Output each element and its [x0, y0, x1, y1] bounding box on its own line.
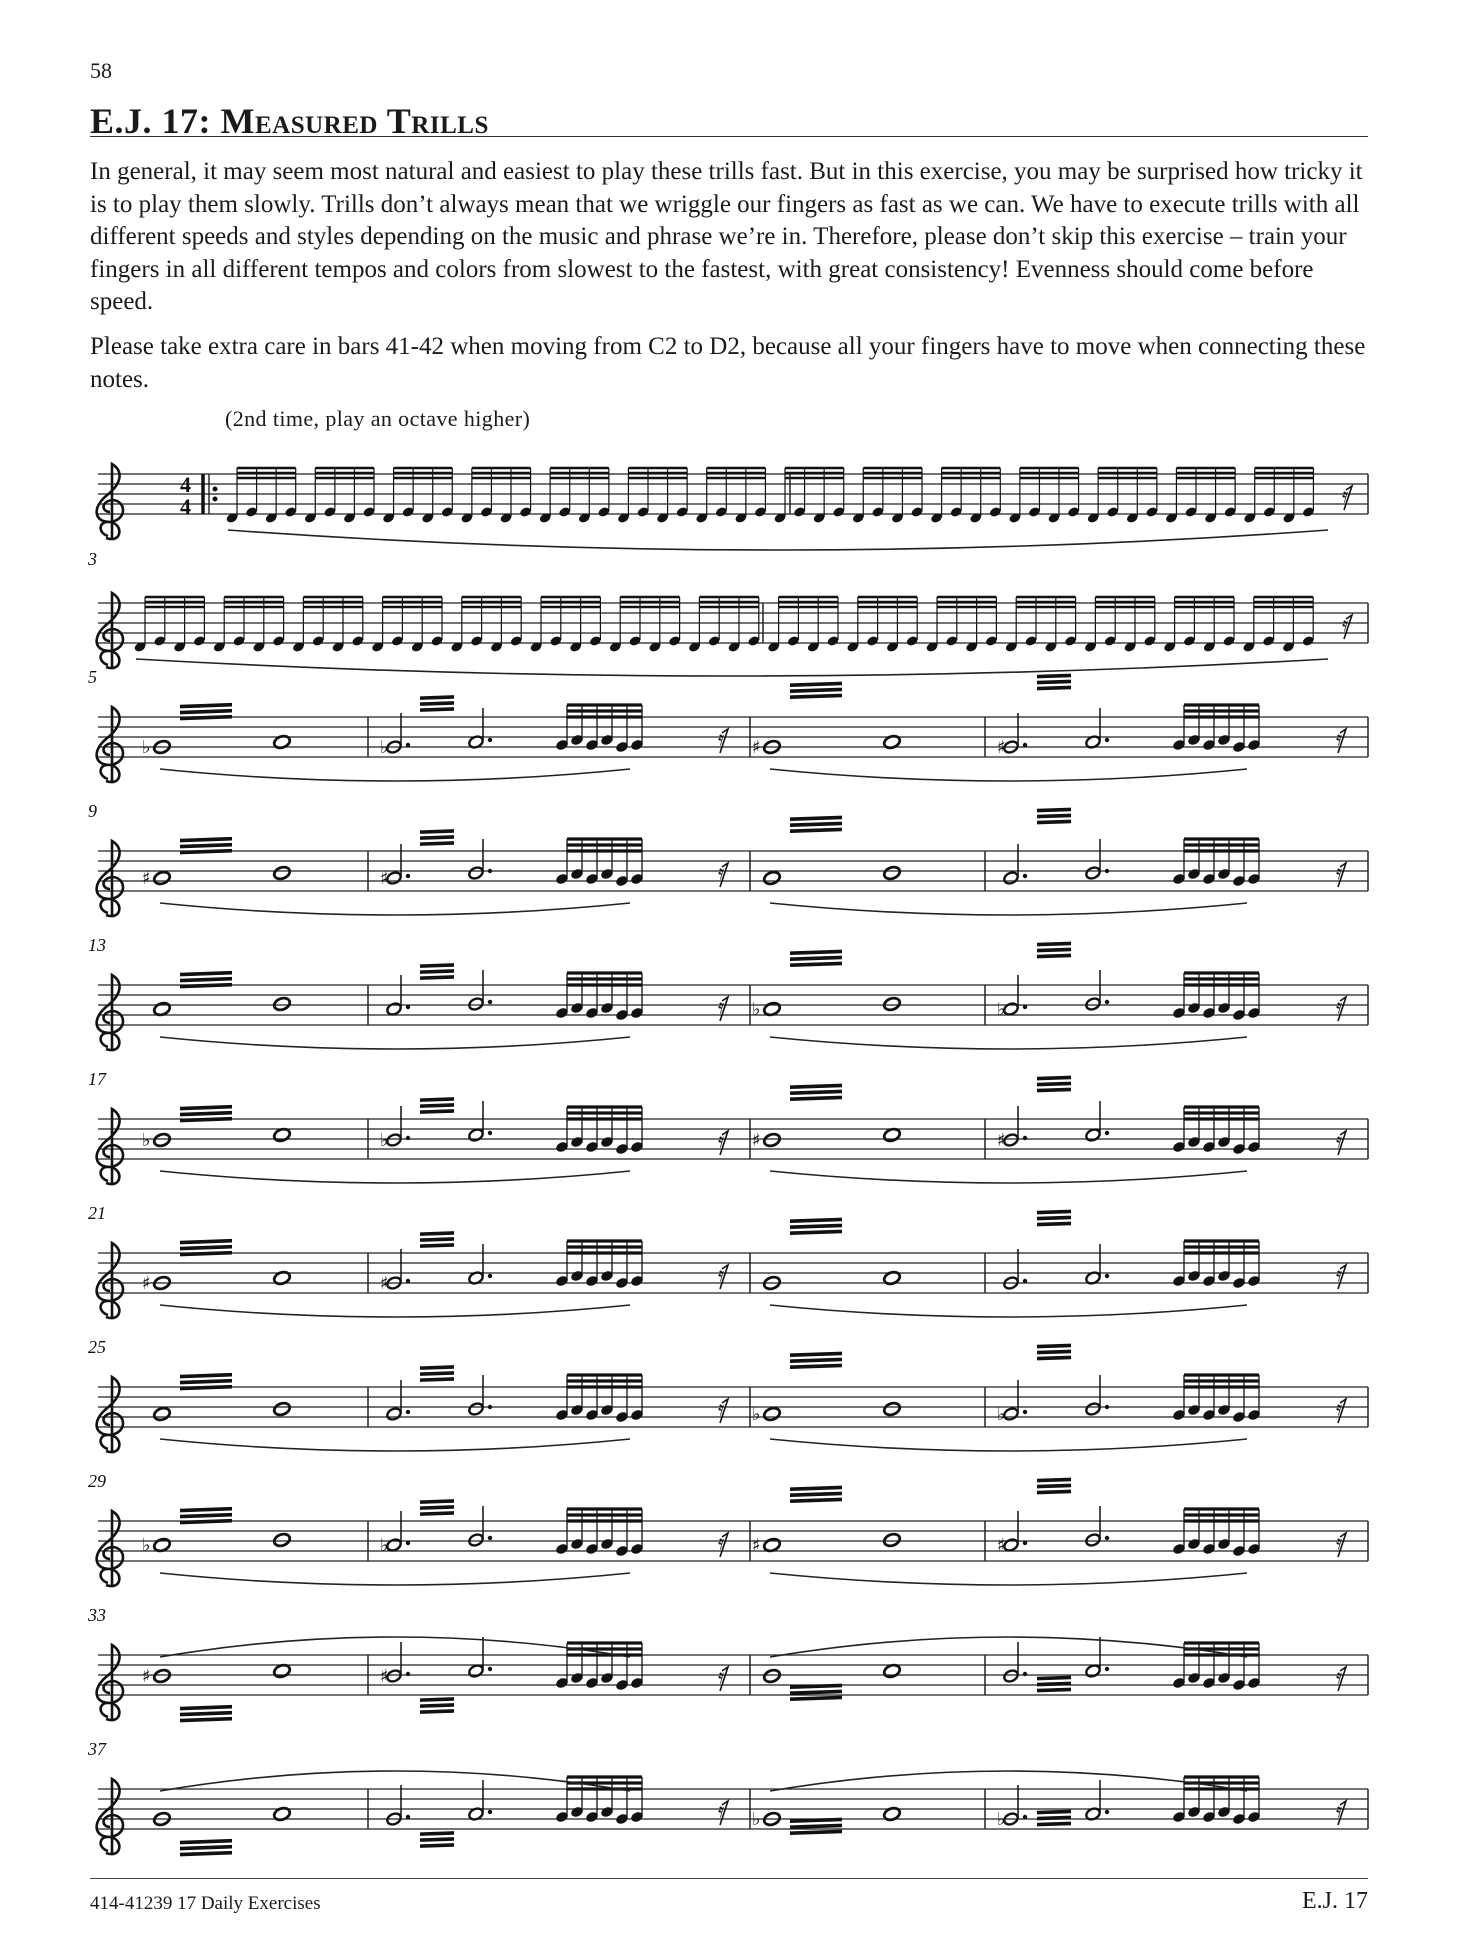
tremolo-beam: [1037, 820, 1071, 825]
sharp-icon: ♯: [997, 1130, 1006, 1151]
tremolo-beam: [790, 1230, 842, 1235]
measure-number: 21: [88, 1203, 106, 1223]
tremolo-beam: [1037, 1356, 1071, 1361]
flat-icon: ♭: [380, 1535, 389, 1556]
dot: [1105, 1405, 1109, 1409]
tremolo-beam: [1037, 814, 1071, 819]
tremolo-beam: [180, 1839, 232, 1844]
tremolo-beam: [180, 983, 232, 988]
time-signature-top: 4: [180, 472, 191, 497]
tremolo-beam: [790, 1486, 842, 1491]
sharp-icon: ♯: [997, 1535, 1006, 1556]
slur: [770, 1305, 1247, 1317]
sharp-icon: ♯: [142, 868, 151, 889]
sixteenth-rest-icon: 𝄿: [1336, 1798, 1343, 1822]
half-note: [468, 1664, 485, 1679]
slur: [228, 530, 1328, 550]
tremolo-beam: [420, 707, 454, 712]
footer-rule: [90, 1878, 1368, 1879]
staff-system: [87, 1739, 1368, 1856]
tremolo-beam: [180, 1851, 232, 1856]
tremolo-beam: [420, 975, 454, 980]
tremolo-beam: [790, 1218, 842, 1223]
staff-system: [88, 935, 1368, 1050]
treble-clef-icon: [97, 593, 123, 668]
sixteenth-rest-icon: 𝄿: [718, 994, 725, 1018]
sixteenth-rest-icon: 𝄿: [1336, 1262, 1343, 1286]
tremolo-beam: [180, 1717, 232, 1722]
treble-clef-icon: [97, 1377, 123, 1452]
tremolo-beam: [420, 1499, 454, 1504]
tremolo-beam: [1037, 686, 1071, 691]
slur: [160, 1771, 630, 1791]
sharp-icon: ♯: [380, 1666, 389, 1687]
whole-note: [273, 996, 292, 1012]
half-note: [386, 1407, 403, 1422]
slur: [160, 769, 630, 781]
half-note: [468, 1533, 485, 1548]
sixteenth-rest-icon: 𝄿: [1336, 1664, 1343, 1688]
slur: [160, 1439, 630, 1451]
whole-note: [153, 1132, 172, 1148]
tremolo-beam: [420, 1237, 454, 1242]
flat-icon: ♭: [997, 999, 1006, 1020]
sixteenth-rest-icon: 𝄿: [718, 1530, 725, 1554]
tremolo-beam: [180, 1111, 232, 1116]
dot: [1023, 743, 1027, 747]
flat-icon: ♭: [142, 737, 151, 758]
tremolo-beam: [1037, 1088, 1071, 1093]
slur: [770, 1771, 1247, 1791]
flat-icon: ♭: [752, 999, 761, 1020]
slur: [770, 1171, 1247, 1183]
page-number: 58: [90, 58, 112, 83]
tremolo-beam: [1037, 1350, 1071, 1355]
dot: [488, 1000, 492, 1004]
tremolo-beam: [180, 849, 232, 854]
tremolo-beam: [790, 962, 842, 967]
slur: [160, 903, 630, 915]
octave-instruction: (2nd time, play an octave higher): [225, 406, 531, 431]
dot: [488, 738, 492, 742]
tremolo-beam: [1037, 1688, 1071, 1693]
whole-note: [153, 1406, 172, 1422]
sharp-icon: ♯: [752, 1535, 761, 1556]
dot: [406, 1279, 410, 1283]
whole-note: [153, 1668, 172, 1684]
whole-note: [763, 1132, 782, 1148]
tremolo-beam: [790, 682, 842, 687]
slur: [160, 1171, 630, 1183]
tremolo-beam: [420, 1831, 454, 1836]
half-note: [386, 1002, 403, 1017]
tremolo-beam: [180, 1105, 232, 1110]
tremolo-beam: [420, 1365, 454, 1370]
dot: [1023, 1410, 1027, 1414]
half-note: [1085, 1128, 1102, 1143]
bars-note-paragraph: Please take extra care in bars 41-42 when moving from C2 to D2, because all your fingers have to move when connecting these notes.: [90, 333, 1366, 393]
sixteenth-rest-icon: 𝄿: [718, 726, 725, 750]
measure-number: 29: [88, 1471, 106, 1491]
tremolo-beam: [1037, 680, 1071, 685]
tremolo-beam: [790, 956, 842, 961]
tremolo-beam: [1037, 1344, 1071, 1349]
repeat-dot: [213, 497, 218, 502]
tremolo-beam: [790, 1358, 842, 1363]
dot: [488, 1536, 492, 1540]
footer-publication: 414-41239 17 Daily Exercises: [90, 1893, 321, 1914]
treble-clef-icon: [97, 1645, 123, 1720]
half-note: [1085, 997, 1102, 1012]
tremolo-beam: [1037, 948, 1071, 953]
time-signature-bottom: 4: [180, 494, 191, 519]
sharp-icon: ♯: [752, 1130, 761, 1151]
slur: [770, 1439, 1247, 1451]
dot: [488, 1131, 492, 1135]
tremolo-beam: [790, 1224, 842, 1229]
tremolo-beam: [1037, 1210, 1071, 1215]
tremolo-beam: [1037, 1816, 1071, 1821]
tremolo-beam: [180, 1513, 232, 1518]
half-note: [468, 866, 485, 881]
dot: [1023, 1279, 1027, 1283]
half-note: [1003, 871, 1020, 886]
tremolo-beam: [1037, 1490, 1071, 1495]
flat-icon: ♭: [997, 1404, 1006, 1425]
tremolo-beam: [790, 1830, 842, 1835]
tremolo-beam: [1037, 674, 1071, 679]
dot: [488, 1667, 492, 1671]
tremolo-beam: [790, 1696, 842, 1701]
slur: [770, 769, 1247, 781]
tremolo-beam: [420, 829, 454, 834]
tremolo-beam: [790, 1364, 842, 1369]
dot: [1105, 1667, 1109, 1671]
staff-system: [87, 549, 1368, 676]
staff-system: [87, 1605, 1368, 1722]
intro-paragraph: In general, it may seem most natural and easiest to play these trills fast. But in this exercise, you may be surprised how tricky it is to play them slowly. Trills don’t always mean that we wriggle our fingers as fast as we can. We have to execute trills with all different speeds and styles depending on the music and phrase we’re in. Therefore, please don’t skip this exercise – train your fingers in all different tempos and colors from slowest to the fastest, with great consistency! Evenness should come before speed.: [90, 158, 1363, 315]
whole-note: [763, 1668, 782, 1684]
tremolo-beam: [420, 1703, 454, 1708]
measure-number: 13: [88, 935, 106, 955]
tremolo-beam: [420, 1709, 454, 1714]
half-note: [468, 1128, 485, 1143]
tremolo-beam: [180, 703, 232, 708]
treble-clef-icon: [97, 1109, 123, 1184]
sharp-icon: ♯: [142, 1273, 151, 1294]
half-note: [468, 997, 485, 1012]
half-note: [1085, 1402, 1102, 1417]
tremolo-beam: [420, 1097, 454, 1102]
footer-exercise-label: E.J. 17: [1302, 1888, 1368, 1914]
dot: [1023, 1815, 1027, 1819]
dot: [1105, 869, 1109, 873]
staff-system: [97, 464, 1368, 550]
tremolo-beam: [180, 1519, 232, 1524]
half-note: [1085, 1664, 1102, 1679]
treble-clef-icon: [97, 975, 123, 1050]
tremolo-beam: [420, 1109, 454, 1114]
sixteenth-rest-icon: 𝄿: [1342, 483, 1349, 507]
slur: [136, 659, 1328, 676]
tremolo-beam: [180, 1239, 232, 1244]
whole-note: [883, 1532, 902, 1548]
sharp-icon: ♯: [380, 868, 389, 889]
dot: [488, 869, 492, 873]
tremolo-beam: [790, 1090, 842, 1095]
tremolo-beam: [1037, 1676, 1071, 1681]
dot: [1105, 1810, 1109, 1814]
dot: [1023, 1672, 1027, 1676]
sixteenth-rest-icon: 𝄿: [718, 860, 725, 884]
tremolo-beam: [180, 1117, 232, 1122]
tremolo-beam: [420, 1371, 454, 1376]
dot: [406, 1005, 410, 1009]
dot: [1105, 1131, 1109, 1135]
dot: [406, 1136, 410, 1140]
dot: [1105, 1274, 1109, 1278]
half-note: [1085, 866, 1102, 881]
dot: [1105, 1000, 1109, 1004]
tremolo-beam: [180, 1385, 232, 1390]
treble-clef-icon: [97, 1243, 123, 1318]
tremolo-beam: [420, 963, 454, 968]
tremolo-beam: [1037, 1478, 1071, 1483]
sixteenth-rest-icon: 𝄿: [1336, 726, 1343, 750]
dot: [406, 1541, 410, 1545]
tremolo-beam: [180, 1379, 232, 1384]
sixteenth-rest-icon: 𝄿: [718, 1396, 725, 1420]
sixteenth-rest-icon: 𝄿: [718, 1664, 725, 1688]
tremolo-beam: [420, 1103, 454, 1108]
tremolo-beam: [420, 841, 454, 846]
dot: [1023, 874, 1027, 878]
whole-note: [883, 1401, 902, 1417]
tremolo-beam: [180, 715, 232, 720]
repeat-dot: [213, 487, 218, 492]
measure-number: 3: [88, 549, 97, 569]
flat-icon: ♭: [752, 1809, 761, 1830]
dot: [1105, 738, 1109, 742]
tremolo-beam: [790, 1824, 842, 1829]
whole-note: [273, 865, 292, 881]
dot: [1105, 1536, 1109, 1540]
slur: [160, 1573, 630, 1585]
tremolo-beam: [420, 1843, 454, 1848]
tremolo-beam: [1037, 1682, 1071, 1687]
sixteenth-rest-icon: 𝄿: [718, 1128, 725, 1152]
dot: [406, 1815, 410, 1819]
tremolo-beam: [420, 1231, 454, 1236]
slur: [770, 1037, 1247, 1049]
tremolo-beam: [1037, 1484, 1071, 1489]
tremolo-beam: [1037, 1216, 1071, 1221]
staff-system: [88, 667, 1368, 782]
sharp-icon: ♯: [380, 1273, 389, 1294]
dot: [406, 743, 410, 747]
tremolo-beam: [1037, 1222, 1071, 1227]
staff-system: [88, 1203, 1368, 1318]
tremolo-beam: [420, 1505, 454, 1510]
tremolo-beam: [180, 1507, 232, 1512]
whole-note: [883, 865, 902, 881]
measure-number: 37: [88, 1739, 106, 1759]
half-note: [1085, 1533, 1102, 1548]
tremolo-beam: [180, 1845, 232, 1850]
tremolo-beam: [180, 1251, 232, 1256]
sixteenth-rest-icon: 𝄿: [1336, 860, 1343, 884]
dot: [406, 1410, 410, 1414]
exercise-title: E.J. 17: Measured Trills: [90, 101, 489, 141]
whole-note: [763, 870, 782, 886]
sixteenth-rest-icon: 𝄿: [1336, 1530, 1343, 1554]
tremolo-beam: [790, 822, 842, 827]
tremolo-beam: [420, 1511, 454, 1516]
slur: [160, 1305, 630, 1317]
tremolo-beam: [420, 695, 454, 700]
treble-clef-icon: [97, 841, 123, 916]
flat-icon: ♭: [380, 1130, 389, 1151]
dot: [406, 874, 410, 878]
whole-note: [273, 1401, 292, 1417]
tremolo-beam: [790, 816, 842, 821]
tremolo-beam: [180, 971, 232, 976]
staff-system: [88, 1471, 1368, 1586]
tremolo-beam: [420, 1243, 454, 1248]
dot: [1023, 1541, 1027, 1545]
tremolo-beam: [1037, 942, 1071, 947]
flat-icon: ♭: [380, 737, 389, 758]
tremolo-beam: [790, 688, 842, 693]
sixteenth-rest-icon: 𝄿: [718, 1798, 725, 1822]
whole-note: [883, 996, 902, 1012]
tremolo-beam: [420, 701, 454, 706]
tremolo-beam: [180, 1245, 232, 1250]
tremolo-beam: [790, 1690, 842, 1695]
sharp-icon: ♯: [752, 737, 761, 758]
sharp-icon: ♯: [142, 1666, 151, 1687]
slur: [160, 1637, 630, 1657]
tremolo-beam: [420, 969, 454, 974]
treble-clef-icon: [97, 1511, 123, 1586]
tremolo-beam: [790, 1096, 842, 1101]
flat-icon: ♭: [752, 1404, 761, 1425]
measure-number: 5: [88, 667, 97, 687]
tremolo-beam: [790, 1084, 842, 1089]
sixteenth-rest-icon: 𝄿: [1342, 612, 1349, 636]
half-note: [1003, 1669, 1020, 1684]
sixteenth-rest-icon: 𝄿: [1336, 1396, 1343, 1420]
dot: [488, 1810, 492, 1814]
sixteenth-rest-icon: 𝄿: [1336, 994, 1343, 1018]
slur: [770, 1573, 1247, 1585]
tremolo-beam: [1037, 954, 1071, 959]
tremolo-beam: [420, 1377, 454, 1382]
sixteenth-rest-icon: 𝄿: [718, 1262, 725, 1286]
dot: [406, 1672, 410, 1676]
staff-system: [88, 1069, 1368, 1184]
tremolo-beam: [180, 1711, 232, 1716]
measure-number: 17: [88, 1069, 106, 1089]
tremolo-beam: [1037, 1810, 1071, 1815]
tremolo-beam: [180, 837, 232, 842]
tremolo-beam: [1037, 1082, 1071, 1087]
staff-system: [88, 801, 1368, 916]
dot: [488, 1405, 492, 1409]
dot: [1023, 1136, 1027, 1140]
tremolo-beam: [180, 709, 232, 714]
tremolo-beam: [1037, 1076, 1071, 1081]
tremolo-beam: [1037, 808, 1071, 813]
sixteenth-rest-icon: 𝄿: [1336, 1128, 1343, 1152]
dot: [1023, 1005, 1027, 1009]
tremolo-beam: [790, 950, 842, 955]
tremolo-beam: [790, 828, 842, 833]
treble-clef-icon: [97, 464, 123, 539]
whole-note: [153, 870, 172, 886]
tremolo-beam: [420, 835, 454, 840]
flat-icon: ♭: [142, 1535, 151, 1556]
tremolo-beam: [420, 1837, 454, 1842]
treble-clef-icon: [97, 707, 123, 782]
slur: [160, 1037, 630, 1049]
half-note: [468, 1402, 485, 1417]
flat-icon: ♭: [997, 1809, 1006, 1830]
sharp-icon: ♯: [997, 737, 1006, 758]
tremolo-beam: [790, 694, 842, 699]
tremolo-beam: [180, 1705, 232, 1710]
treble-clef-icon: [97, 1779, 123, 1854]
tremolo-beam: [420, 1697, 454, 1702]
slur: [770, 1637, 1247, 1657]
tremolo-beam: [180, 977, 232, 982]
slur: [770, 903, 1247, 915]
dot: [488, 1274, 492, 1278]
flat-icon: ♭: [142, 1130, 151, 1151]
tremolo-beam: [790, 1352, 842, 1357]
tremolo-beam: [180, 1373, 232, 1378]
tremolo-beam: [790, 1498, 842, 1503]
tremolo-beam: [790, 1492, 842, 1497]
tremolo-beam: [1037, 1822, 1071, 1827]
tremolo-beam: [180, 843, 232, 848]
measure-number: 25: [88, 1337, 106, 1357]
measure-number: 9: [88, 801, 97, 821]
whole-note: [763, 1406, 782, 1422]
whole-note: [273, 1532, 292, 1548]
measure-number: 33: [88, 1605, 106, 1625]
staff-system: [88, 1337, 1368, 1452]
